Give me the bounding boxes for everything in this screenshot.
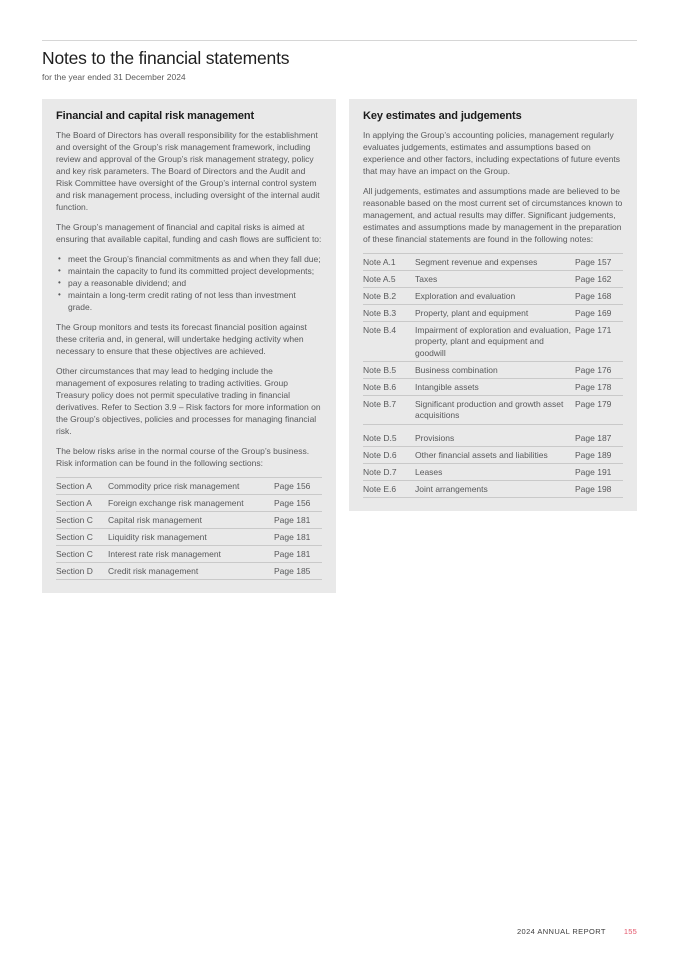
desc-cell: Exploration and evaluation [415, 288, 575, 305]
table-row [363, 464, 623, 481]
table-row [56, 546, 322, 563]
page-cell: Page 156 [274, 478, 322, 495]
ref-cell: Note D.7 [363, 464, 415, 481]
page-cell: Page 156 [274, 495, 322, 512]
panel-heading-key-estimates: Key estimates and judgements [363, 110, 522, 122]
ref-cell: Note B.7 [363, 396, 415, 425]
table-row [363, 254, 623, 271]
desc-cell: Joint arrangements [415, 481, 575, 498]
table-row [363, 271, 623, 288]
desc-cell: Commodity price risk management [108, 478, 274, 495]
desc-cell: Segment revenue and expenses [415, 254, 575, 271]
desc-cell: Other financial assets and liabilities [415, 447, 575, 464]
desc-cell: Interest rate risk management [108, 546, 274, 563]
table-row [363, 396, 623, 425]
bullet-list [56, 253, 322, 313]
paragraph: In applying the Group’s accounting policies, management regularly evaluates judgements, estimates and assumptions based on experience and other factors, including expectations of future events that may have an impact on the Group. [363, 130, 621, 176]
table-row [363, 379, 623, 396]
ref-cell: Section A [56, 478, 108, 495]
table-row [56, 529, 322, 546]
desc-cell: Liquidity risk management [108, 529, 274, 546]
page-cell: Page 171 [575, 322, 623, 362]
desc-cell: Taxes [415, 271, 575, 288]
page-cell: Page 178 [575, 379, 623, 396]
desc-cell: Capital risk management [108, 512, 274, 529]
desc-cell: Property, plant and equipment [415, 305, 575, 322]
table-row [363, 288, 623, 305]
page-cell: Page 198 [575, 481, 623, 498]
page-cell: Page 185 [274, 563, 322, 580]
bullet-item: • maintain a long-term credit rating of not less than investment grade. [56, 289, 322, 313]
page-title: Notes to the financial statements [42, 48, 290, 68]
ref-cell: Section D [56, 563, 108, 580]
page-cell: Page 181 [274, 529, 322, 546]
page-cell: Page 162 [575, 271, 623, 288]
paragraph: The Board of Directors has overall responsibility for the establishment and oversight of the Group’s risk management framework, including review and approval of the Group’s risk management strategy, policy and key risk parameters. The Board of Directors and the Audit and Risk Committee have oversight of the Group’s internal control system and risk management process, including oversight of the internal audit function. [56, 130, 320, 212]
table-row [363, 424, 623, 447]
ref-cell: Note B.3 [363, 305, 415, 322]
page-cell: Page 168 [575, 288, 623, 305]
page-cell: Page 191 [575, 464, 623, 481]
desc-cell: Business combination [415, 362, 575, 379]
notes-references-table [363, 253, 623, 498]
panel-financial-capital-risk [42, 99, 336, 593]
ref-cell: Note D.5 [363, 424, 415, 447]
paragraph: All judgements, estimates and assumptions made are believed to be reasonable based on the most current set of circumstances known to management, and actual results may differ. Significant judgements, estimates and assumptions made by management in the preparation of these financial statements are found in the following notes: [363, 186, 623, 244]
panel-key-estimates [349, 99, 637, 511]
page-cell: Page 181 [274, 546, 322, 563]
ref-cell: Section C [56, 512, 108, 529]
desc-cell: Significant production and growth asset acquisitions [415, 396, 575, 425]
panel-heading-financial-risk: Financial and capital risk management [56, 110, 255, 122]
desc-cell: Provisions [415, 424, 575, 447]
table-row [56, 478, 322, 495]
bullet-item: • meet the Group’s financial commitments as and when they fall due; [56, 253, 322, 265]
table-row [363, 305, 623, 322]
ref-cell: Note E.6 [363, 481, 415, 498]
page-cell: Page 157 [575, 254, 623, 271]
page-footer [517, 927, 637, 936]
bullet-item: • pay a reasonable dividend; and [56, 277, 322, 289]
paragraph: Other circumstances that may lead to hedging include the management of exposures relating to trading activities. Group Treasury policy does not permit speculative trading in financial derivatives. Refer to Section 3.9 – Risk factors for more information on the Group’s objectives, policies and processes for managing financial risk. [56, 366, 321, 436]
desc-cell: Foreign exchange risk management [108, 495, 274, 512]
ref-cell: Note B.5 [363, 362, 415, 379]
ref-cell: Note B.6 [363, 379, 415, 396]
ref-cell: Section C [56, 546, 108, 563]
risk-sections-table [56, 477, 322, 580]
table-row [363, 322, 623, 362]
paragraph: The below risks arise in the normal course of the Group’s business. Risk information can be found in the following sections: [56, 446, 310, 468]
page-cell: Page 179 [575, 396, 623, 425]
ref-cell: Note A.1 [363, 254, 415, 271]
two-column-layout [42, 99, 637, 593]
page-cell: Page 176 [575, 362, 623, 379]
ref-cell: Section A [56, 495, 108, 512]
paragraph: The Group’s management of financial and capital risks is aimed at ensuring that available capital, funding and cash flows are sufficient to: [56, 222, 322, 244]
header-rule [42, 40, 637, 41]
page-cell: Page 187 [575, 424, 623, 447]
ref-cell: Note A.5 [363, 271, 415, 288]
page-cell: Page 189 [575, 447, 623, 464]
ref-cell: Note B.4 [363, 322, 415, 362]
table-row [363, 362, 623, 379]
page-number: 155 [623, 927, 637, 936]
ref-cell: Note D.6 [363, 447, 415, 464]
desc-cell: Intangible assets [415, 379, 575, 396]
table-row [56, 512, 322, 529]
page-cell: Page 169 [575, 305, 623, 322]
desc-cell: Credit risk management [108, 563, 274, 580]
paragraph: The Group monitors and tests its forecast financial position against these criteria and, in general, will undertake hedging activity when necessary to ensure that these objectives are achieved. [56, 322, 307, 356]
ref-cell: Note B.2 [363, 288, 415, 305]
ref-cell: Section C [56, 529, 108, 546]
page-subtitle: for the year ended 31 December 2024 [42, 72, 186, 82]
table-row [56, 495, 322, 512]
table-row [363, 481, 623, 498]
page-cell: Page 181 [274, 512, 322, 529]
table-row [363, 447, 623, 464]
desc-cell: Leases [415, 464, 575, 481]
table-row [56, 563, 322, 580]
report-label: 2024 ANNUAL REPORT [516, 927, 606, 936]
bullet-item: • maintain the capacity to fund its committed project developments; [56, 265, 322, 277]
desc-cell: Impairment of exploration and evaluation, property, plant and equipment and goodwill [415, 322, 575, 362]
